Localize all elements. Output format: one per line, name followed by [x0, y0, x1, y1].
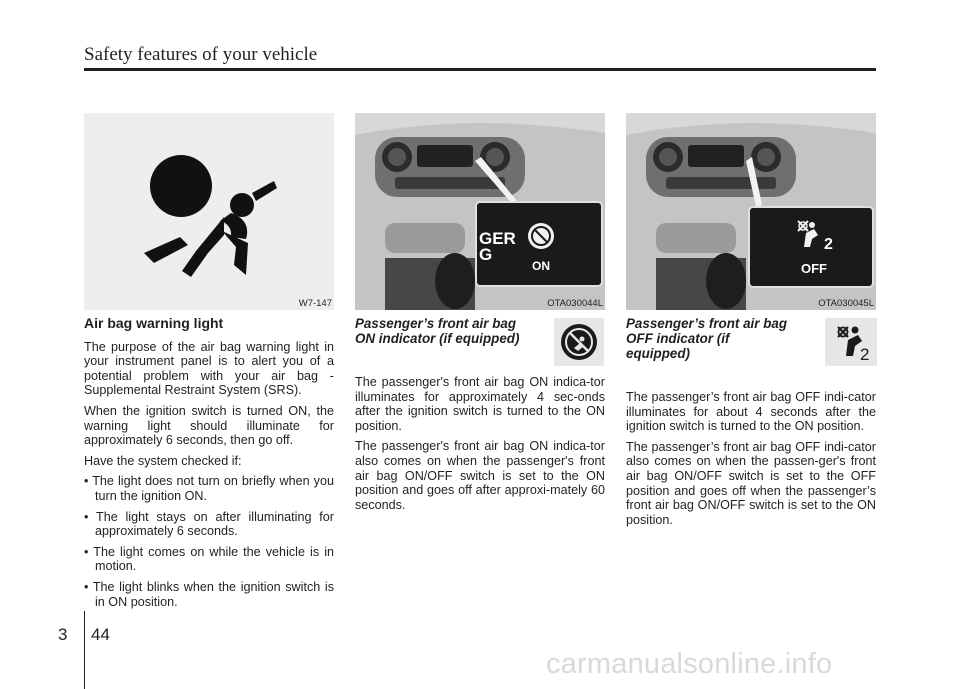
paragraph: The passenger's front air bag ON indica-tor also comes on when the passenger's front air bag ON/OFF switch is set to the ON position and goes off after approxi-mately 60 seconds. [355, 439, 605, 512]
paragraph: The purpose of the air bag warning light in your instrument panel is to alert you of a potential problem with your air bag - Supplemental Restraint System (SRS). [84, 339, 334, 398]
overlay-text-2: G [479, 245, 493, 264]
paragraph: The passenger's front air bag ON indica-tor illuminates for approximately 4 sec-onds after the ignition switch is turned to the ON position. [355, 375, 605, 433]
figure-airbag-warning [84, 113, 334, 310]
section-heading: Air bag warning light [84, 315, 224, 331]
figure-code: OTA030044L [547, 298, 603, 309]
bullet-item: • The light stays on after illuminating for approximately 6 seconds. [84, 509, 334, 539]
chapter-number: 3 [58, 625, 68, 644]
paragraph: The passenger’s front air bag OFF indi-cator illuminates for about 4 seconds after the ignition switch is turned to the ON position. [626, 390, 876, 434]
paragraph: The passenger’s front air bag OFF indi-cator also comes on when the passen-ger's front air bag ON/OFF switch is set to the OFF position and goes off when the passenger’s front air bag ON/OFF switch is set to the ON position. [626, 439, 876, 527]
overlay-on-label: ON [532, 259, 550, 273]
page-header-title: Safety features of your vehicle [84, 44, 318, 65]
figure-off-indicator [626, 113, 876, 310]
paragraph: When the ignition switch is turned ON, the warning light should illuminate for approximately 6 seconds, then go off. [84, 403, 334, 448]
overlay-text: GER [479, 229, 516, 248]
figure-code: W7-147 [298, 298, 332, 309]
section-heading: Passenger’s front air bag ON indicator (if equipped) [355, 316, 520, 346]
section-heading: Passenger’s front air bag OFF indicator (if equipped) [626, 316, 787, 361]
paragraph: Have the system checked if: [84, 453, 242, 468]
header-rule [84, 68, 876, 71]
bullet-item: • The light does not turn on briefly when you turn the ignition ON. [84, 474, 334, 503]
icon-number: 2 [860, 345, 870, 364]
overlay-off-label: OFF [801, 261, 827, 276]
bullet-item: • The light blinks when the ignition switch is in ON position. [84, 579, 334, 609]
figure-code: OTA030045L [818, 298, 874, 309]
on-indicator-icon [554, 318, 604, 366]
figure-on-indicator [355, 113, 605, 310]
airbag-warning-icon [84, 113, 334, 310]
bullet-item: • The light comes on while the vehicle is in motion. [84, 544, 334, 574]
column-airbag-warning [84, 316, 334, 615]
overlay-number: 2 [824, 236, 833, 253]
off-indicator-icon [825, 318, 877, 366]
dashboard-photo [355, 113, 605, 310]
dashboard-photo [626, 113, 876, 310]
page-number: 44 [91, 625, 110, 644]
watermark: carmanualsonline.info [546, 648, 833, 680]
page-number-divider [84, 611, 85, 689]
